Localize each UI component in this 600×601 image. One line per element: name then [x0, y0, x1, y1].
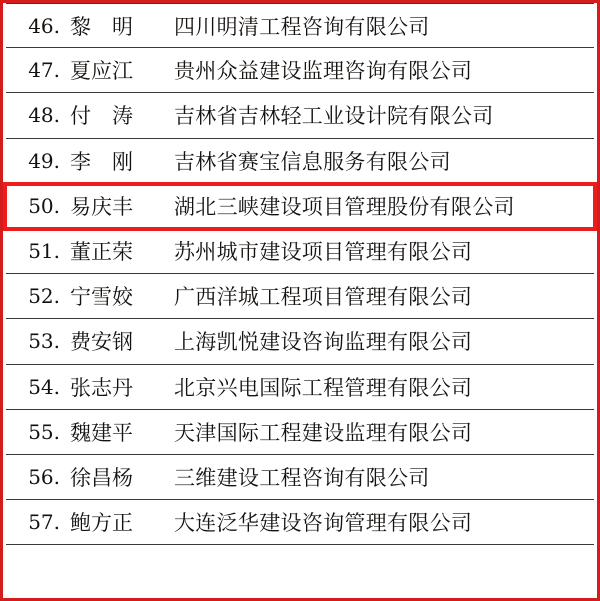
- company-name: 吉林省吉林轻工业设计院有限公司: [174, 104, 494, 129]
- table-row: [6, 139, 594, 184]
- company-name: 湖北三峡建设项目管理股份有限公司: [174, 194, 515, 219]
- row-index: 50.: [28, 193, 60, 218]
- document-sheet: [6, 3, 594, 598]
- company-name: 四川明清工程咨询有限公司: [174, 14, 430, 39]
- row-index: 47.: [28, 58, 60, 83]
- company-name: 大连泛华建设咨询管理有限公司: [174, 511, 473, 536]
- company-name: 天津国际工程建设监理有限公司: [174, 420, 473, 445]
- person-name: 宁雪姣: [70, 285, 133, 310]
- entry-table: [6, 3, 594, 545]
- company-name: 贵州众益建设监理咨询有限公司: [174, 59, 473, 84]
- company-name: 吉林省赛宝信息服务有限公司: [174, 149, 451, 174]
- table-row: [6, 48, 594, 93]
- person-name: 张志丹: [70, 375, 133, 400]
- company-name: 苏州城市建设项目管理有限公司: [174, 240, 473, 265]
- row-index: 57.: [28, 510, 60, 535]
- person-name: 易庆丰: [70, 194, 133, 219]
- person-name: 付 涛: [70, 104, 133, 129]
- table-row: [6, 319, 594, 364]
- company-name: 三维建设工程咨询有限公司: [174, 465, 430, 490]
- company-name: 广西洋城工程项目管理有限公司: [174, 285, 473, 310]
- person-name: 黎 明: [70, 14, 133, 39]
- row-index: 54.: [28, 374, 60, 399]
- person-name: 徐昌杨: [70, 465, 133, 490]
- table-row: [6, 410, 594, 455]
- row-index: 53.: [28, 329, 60, 354]
- person-name: 费安钢: [70, 330, 133, 355]
- table-row: [6, 184, 594, 229]
- person-name: 魏建平: [70, 420, 133, 445]
- row-index: 51.: [28, 239, 60, 264]
- table-row: [6, 3, 594, 48]
- person-name: 夏应江: [70, 59, 133, 84]
- row-index: 46.: [28, 13, 60, 38]
- table-row: [6, 455, 594, 500]
- table-row: [6, 93, 594, 138]
- row-index: 52.: [28, 284, 60, 309]
- company-name: 北京兴电国际工程管理有限公司: [174, 375, 473, 400]
- person-name: 董正荣: [70, 240, 133, 265]
- table-row: [6, 500, 594, 545]
- row-index: 48.: [28, 103, 60, 128]
- table-row: [6, 229, 594, 274]
- row-index: 49.: [28, 148, 60, 173]
- person-name: 鲍方正: [70, 511, 133, 536]
- company-name: 上海凯悦建设咨询监理有限公司: [174, 330, 473, 355]
- table-row: [6, 365, 594, 410]
- person-name: 李 刚: [70, 149, 133, 174]
- row-index: 55.: [28, 419, 60, 444]
- row-index: 56.: [28, 464, 60, 489]
- table-row: [6, 274, 594, 319]
